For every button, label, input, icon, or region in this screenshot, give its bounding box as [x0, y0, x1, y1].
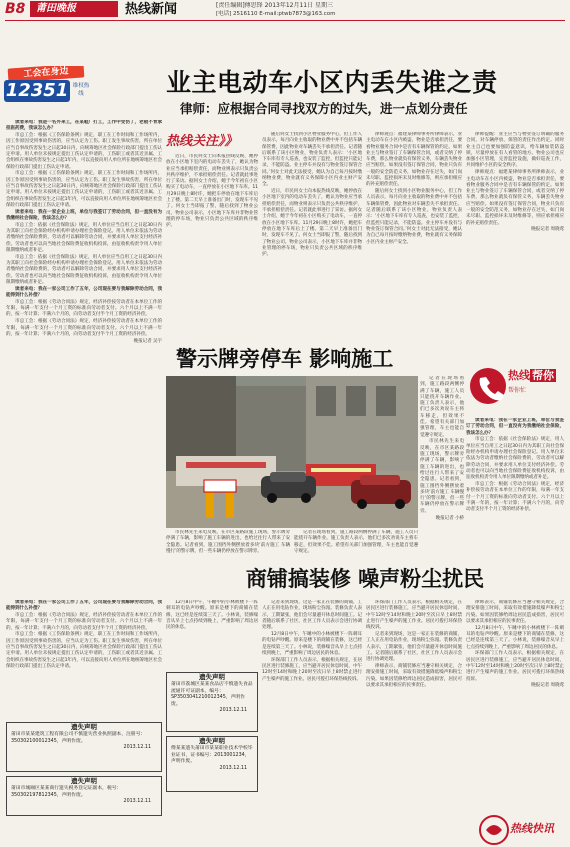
story2-para-cont2: 律师表示，商铺装修应当遵守相关规定，合理安排施工时间，采取有效措施降低噪声和粉尘污染。如果因装修给周边居民造成损害，居民可以要求其承担相应的民事责任。 — [366, 663, 462, 688]
newspaper-logo: 莆田晚报 — [30, 1, 118, 17]
notice-1 — [6, 722, 162, 772]
story2-col-a — [166, 600, 258, 670]
main-story-col-d — [466, 132, 564, 340]
qa2-question: 读者来电：我在一家企业上班，单位与我签订了劳动合同，但一直没有为我缴纳社会保险，我该怎么办？ — [6, 209, 162, 221]
story2-para: 12月8日中午，午睡中的小林被楼下一阵刺耳的电钻声吵醒。原来是楼下的商铺在装修，这已经是连续第三天了。小林说，装修噪音从早上七点持续到晚上，严重影响了周边居民的休息。 — [166, 600, 258, 631]
header-divider — [5, 20, 565, 21]
editor-info: [责任编辑]傅思锋 2013年12月11日 星期三 — [216, 2, 334, 9]
union-hotline-badge — [2, 66, 92, 116]
notice-body: 莆田市荔城区某某食品店不慎遗失食品流通许可证副本，编号：SP3503041210012345，声明作废。 — [171, 682, 253, 707]
main-story-para-cont: 近日，市民何女士向本报热线反映，她停放在小区地下室内的电动车丢失了，她认为物业应当承担赔偿责任，而物业则表示只负责公共秩序维护，不承担赔偿责任。记者就此事进行了采访。据何女士介绍，她于今年初在小区购买了电动车，一直停放在小区地下车库。11月29日晚上8时许，她把车停放在地下车库后上了楼。第二天早上准备出门时，发现车不见了。何女士当即报了警，随后找到了物业公司。物业公司表示，小区地下车库并非物业管理的停车场，物业只负责公共区域的秩序维护。 — [262, 189, 362, 258]
qa1-question: 读者来电：我是一名外来工，在某鞋厂打工，工作中受伤了，老板不肯承担医药费，我该怎么办？ — [6, 120, 162, 132]
notice-3 — [166, 672, 258, 732]
main-story-para: 近日，市民何女士向本报热线反映，她停放在小区地下室内的电动车丢失了，她认为物业应当承担赔偿责任，而物业则表示只负责公共秩序维护，不承担赔偿责任。记者就此事进行了采访。据何女士介绍，她于今年初在小区购买了电动车，一直停放在小区地下车库。11月29日晚上8时许，她把车停放在地下车库后上了楼。第二天早上准备出门时，发现车不见了。何女士当即报了警，随后找到了物业公司。物业公司表示，小区地下车库并非物业管理的停车场，物业只负责公共区域的秩序维护。 — [166, 154, 258, 229]
qa3-answer: 市总工会：根据《劳动合同法》规定，经济补偿按劳动者在本单位工作的年限，每满一年支付一个月工资的标准向劳动者支付。六个月以上不满一年的，按一年计算；不满六个月的，向劳动者支付半个月工资的经济补偿。 — [6, 299, 162, 318]
qa3-answer-cont: 市总工会：根据《劳动合同法》规定，经济补偿按劳动者在本单位工作的年限，每满一年支付一个月工资的标准向劳动者支付。六个月以上不满一年的，按一年计算；不满六个月的，向劳动者支付半个月工资的经济补偿。 — [6, 319, 162, 337]
photo-side-para-cont: 市民林先生来电反映，在市区某路段施工现场，警示牌旁停满了车辆，影响了施工车辆的进出，也给过往行人带来了安全隐患。记者看到，施工围挡外侧摆放着多块‘前方施工 车辆慢行’的警示牌，但一些车辆仍停放在警示牌旁。 — [420, 439, 464, 514]
section-title: 热线新闻 — [125, 2, 178, 17]
story2-para: 环保部门工作人员表示，根据相关规定，在居民区进行装修施工，应当避开居民休息时间，中午12时至14时和晚上20时至次日早上8时禁止进行产生噪声的施工作业。居民可拨打环保热线投诉。 — [366, 600, 462, 631]
story2-col-c — [366, 600, 462, 846]
qa1-answer-cont: 市总工会：根据《工伤保险条例》规定，职工在工作时间和工作场所内，因工作原因受到事故伤害的，应当认定为工伤。职工发生事故伤害，所在单位应当自事故伤害发生之日起30日内，向统筹地区社会保险行政部门提出工伤认定申请。用人单位未按规定提出工伤认定申请的，工伤职工或者其近亲属、工会组织在事故伤害发生之日起1年内，可以直接向用人单位所在地统筹地区社会保险行政部门提出工伤认定申请。 — [6, 171, 162, 208]
right-question: 读者来电：我在一家企业上班，单位与我签订了劳动合同，但一直没有为我缴纳社会保险，我该怎么办？ — [466, 418, 564, 436]
photo-caption-col2 — [294, 530, 418, 562]
hotline-label-a: 热线 — [508, 369, 530, 382]
hotline-label — [508, 368, 562, 384]
photo-caption — [166, 530, 290, 562]
notice-body: 莆田市某某建筑工程有限公司不慎遗失营业执照副本，注册号：350302100012345，声明作废。 — [11, 732, 146, 744]
bottom-question: 读者来电：我在一家公司工作了五年，公司现在要与我解除劳动合同，我能得到什么补偿？ — [6, 600, 162, 612]
hotline-news-stamp — [476, 812, 566, 846]
notice-date: 2013.12.11 — [123, 745, 151, 750]
notice-body: 傅某某遗失莆田市某某职业技术学校毕业证书，证书编号：2013001234，声明作废。 — [171, 746, 253, 764]
story2-col-b — [262, 600, 362, 846]
bottom-answer: 市总工会：根据《劳动合同法》规定，经济补偿按劳动者在本单位工作的年限，每满一年支付一个月工资的标准向劳动者支付。六个月以上不满一年的，按一年计算；不满六个月的，向劳动者支付半个月工资的经济补偿。 — [6, 613, 162, 631]
hotline-sub: 帮你忙 — [508, 387, 527, 394]
qa1-answer: 市总工会：根据《工伤保险条例》规定，职工在工作时间和工作场所内，因工作原因受到事故伤害的，应当认定为工伤。职工发生事故伤害，所在单位应当自事故伤害发生之日起30日内，向统筹地区社会保险行政部门提出工伤认定申请。用人单位未按规定提出工伤认定申请的，工伤职工或者其近亲属、工会组织在事故伤害发生之日起1年内，可以直接向用人单位所在地统筹地区社会保险行政部门提出工伤认定申请。 — [6, 133, 162, 170]
story2-para-cont: 12月8日中午，午睡中的小林被楼下一阵刺耳的电钻声吵醒。原来是楼下的商铺在装修，这已经是连续第三天了。小林说，装修噪音从早上七点持续到晚上，严重影响了周边居民的休息。 — [466, 625, 564, 650]
main-subheadline: 律师：应根据合同寻找双方的过失，进一点划分责任 — [180, 101, 468, 116]
qa3-question: 读者来电：我在一家公司工作了五年，公司现在要与我解除劳动合同，我能得到什么补偿？ — [6, 286, 162, 299]
notice-date: 2013.12.11 — [219, 708, 247, 713]
photo-story-title: 警示牌旁停车 影响施工 — [166, 342, 566, 376]
qa2-answer: 市总工会：依据《社会保险法》规定，用人单位应当自用工之日起30日内为其职工向社会保险经办机构申请办理社会保险登记。用人单位未依法为劳动者缴纳社会保险费的，劳动者可以解除劳动合同，并要求用人单位支付经济补偿。劳动者也可以向当地社会保险费征收机构投诉，由征收机构责令用人单位限期缴纳或者补足。 — [6, 222, 162, 253]
photo-byline: 晚报记者 小桥 — [435, 515, 464, 521]
photo-caption-text-cont: 记者在现场看到，施工路段两侧停满了车辆，施工人员只能绕开车辆作业。施工负责人表示，他们已多次劝说车主将车移走，但效果不佳。希望有关部门加强管理，车主也能自觉遵守规定。 — [294, 530, 418, 554]
hotline-label-b: 帮你 — [532, 369, 554, 382]
notice-4 — [166, 736, 258, 792]
notice-body: 莆田市城厢区某某商行遗失税务登记证副本，税号：350302197812345，声明作废。 — [11, 786, 122, 798]
main-story-para: 律师提醒：业主应当与物业签订明确的服务合同，对车辆停放、保管的责任作出约定。同时业主自己也要加强防盗意识，给车辆加装防盗锁，尽量停放在有人看管的地方。物业公司也应加强小区管理，完善监控设施，做好巡查工作，共同维护小区的安全秩序。 — [466, 132, 564, 169]
story2-byline: 晚报记者 周晓莺 — [531, 683, 564, 689]
right-answer-cont: 市总工会：根据《劳动合同法》规定，经济补偿按劳动者在本单位工作的年限，每满一年支付一个月工资的标准向劳动者支付。六个月以上不满一年的，按一年计算；不满六个月的，向劳动者支付半个月工资的经济补偿。 — [466, 481, 564, 513]
right-column-text — [466, 418, 564, 560]
badge-number: 12351 — [5, 80, 69, 101]
notice-title: 遗失声明 — [199, 673, 225, 681]
story2-headline: 商铺搞装修 噪声粉尘扰民 — [245, 567, 485, 591]
main-byline: 晚报记者 周晓莺 — [531, 227, 564, 233]
page-number: B8 — [5, 1, 26, 17]
story2-para: 律师表示，商铺装修应当遵守相关规定，合理安排施工时间，采取有效措施降低噪声和粉尘污染。如果因装修给周边居民造成损害，居民可以要求其承担相应的民事责任。 — [466, 600, 564, 624]
main-story-col-a — [166, 154, 258, 340]
main-story-col-c — [366, 132, 462, 340]
story2-col-d — [466, 600, 564, 810]
stamp-text: 热线快讯 — [510, 822, 554, 835]
badge-side-text: 维权热线 — [72, 83, 90, 97]
contact-info: [电话] 2516110 E-mail:ptwb7873@163.com — [216, 11, 336, 17]
hotline-focus-label: 热线关注》》 — [166, 134, 238, 149]
photo-side-text — [420, 376, 464, 560]
right-answer: 市总工会：依据《社会保险法》规定，用人单位应当自用工之日起30日内为其职工向社会保险经办机构申请办理社会保险登记。用人单位未依法为劳动者缴纳社会保险费的，劳动者可以解除劳动合同，并要求用人单位支付经济补偿。劳动者也可以向当地社会保险费征收机构投诉，由征收机构责令用人单位限期缴纳或者补足。 — [466, 437, 564, 481]
notice-title: 遗失声明 — [71, 723, 97, 731]
left-column — [6, 120, 162, 600]
main-headline: 业主电动车小区内丢失谁之责 — [166, 68, 498, 97]
notice-date: 2013.12.11 — [219, 765, 247, 771]
bottom-answer-cont: 市总工会：根据《工伤保险条例》规定，职工在工作时间和工作场所内，因工作原因受到事故伤害的，应当认定为工伤。职工发生事故伤害，所在单位应当自事故伤害发生之日起30日内，向统筹地区社会保险行政部门提出工伤认定申请。用人单位未按规定提出工伤认定申请的，工伤职工或者其近亲属、工会组织在事故伤害发生之日起1年内，可以直接向用人单位所在地统筹地区社会保险行政部门提出工伤认定申请。 — [6, 632, 162, 669]
story2-para-cont: 12月8日中午，午睡中的小林被楼下一阵刺耳的电钻声吵醒。原来是楼下的商铺在装修，这已经是连续第三天了。小林说，装修噪音从早上七点持续到晚上，严重影响了周边居民的休息。 — [262, 631, 362, 656]
main-story-col-b — [262, 132, 362, 340]
story2-para-cont2: 环保部门工作人员表示，根据相关规定，在居民区进行装修施工，应当避开居民休息时间，中午12时至14时和晚上20时至次日早上8时禁止进行产生噪声的施工作业。居民可拨打环保热线投诉。 — [466, 651, 564, 682]
photo-side-para: 记者在现场看到，施工路段两侧停满了车辆，施工人员只能绕开车辆作业。施工负责人表示，他们已多次劝说车主将车移走，但效果不佳。希望有关部门加强管理，车主也能自觉遵守规定。 — [420, 376, 464, 438]
hotline-phone-icon — [466, 356, 562, 414]
street-photo — [166, 376, 418, 528]
notice-date: 2013.12.11 — [123, 799, 151, 804]
story2-para-cont2: 环保部门工作人员表示，根据相关规定，在居民区进行装修施工，应当避开居民休息时间，中午12时至14时和晚上20时至次日早上8时禁止进行产生噪声的施工作业。居民可拨打环保热线投诉。 — [262, 657, 362, 682]
main-story-para-cont: 律师观点：福建某律师事务所律师表示，业主电动车在小区内被盗，物业是否承担责任，要看物业服务合同中是否有车辆保管的约定。如果业主与物业签订了车辆保管合同，或者交纳了停车费，那么物业就负有保管义务，车辆丢失物业应当赔偿。如果没有签订保管合同，物业只负有一般的安全防范义务，如物业存在过失，如门岗未尽职、监控损坏未及时维修等，则应承担相应的补充赔偿责任。 — [466, 170, 564, 226]
story2-para: 记者来到现场，这是一家正在装修的商铺，工人正在用电钻作业，现场粉尘弥漫。装修负责人表示，工期紧张，他们会尽量避开休息时间施工。记者随后联系了社区，社区工作人员表示会进行协调处理。 — [262, 600, 362, 631]
badge-title: 工会在身边 — [8, 66, 85, 83]
photo-caption-text: 市民林先生来电反映，在市区某路段施工现场，警示牌旁停满了车辆，影响了施工车辆的进出，也给过往行人带来了安全隐患。记者看到，施工围挡外侧摆放着多块‘前方施工 车辆慢行’的警示牌，但一些车辆仍停放在警示牌旁。 — [166, 530, 290, 554]
story2-para-cont: 记者来到现场，这是一家正在装修的商铺，工人正在用电钻作业，现场粉尘弥漫。装修负责人表示，工期紧张，他们会尽量避开休息时间施工。记者随后联系了社区，社区工作人员表示会进行协调处理。 — [366, 631, 462, 663]
street-photo-image — [166, 376, 418, 528]
main-story-para-cont: 随后何女士找到小区物业服务中心，但工作人员表示，每月向业主收取的物业费中并不包括车辆保管费，因此物业对车辆丢失不承担责任。记者随后联系了该小区物业，物业负责人表示：‘小区地下车库有专人巡查，也安装了监控，但监控只能记录，不能防盗。业主停车并没有与物业签订保管合同。’何女士对此无法接受，她认为自己每月按时缴纳物业费，物业就有义务保障小区内业主财产安全。 — [366, 189, 462, 245]
left-byline: 晚报记者 吴宇 — [133, 338, 162, 344]
hotline-help-box — [466, 356, 562, 414]
notice-title: 遗失声明 — [71, 777, 97, 785]
left-bottom-qa — [6, 600, 164, 720]
main-story-para: 律师观点：福建某律师事务所律师表示，业主电动车在小区内被盗，物业是否承担责任，要看物业服务合同中是否有车辆保管的约定。如果业主与物业签订了车辆保管合同，或者交纳了停车费，那么物业就负有保管义务，车辆丢失物业应当赔偿。如果没有签订保管合同，物业只负有一般的安全防范义务，如物业存在过失，如门岗未尽职、监控损坏未及时维修等，则应承担相应的补充赔偿责任。 — [366, 132, 462, 188]
main-story-para: 随后何女士找到小区物业服务中心，但工作人员表示，每月向业主收取的物业费中并不包括车辆保管费，因此物业对车辆丢失不承担责任。记者随后联系了该小区物业，物业负责人表示：‘小区地下车库有专人巡查，也安装了监控，但监控只能记录，不能防盗。业主停车并没有与物业签订保管合同。’何女士对此无法接受，她认为自己每月按时缴纳物业费，物业就有义务保障小区内业主财产安全。 — [262, 132, 362, 188]
notice-title: 遗失声明 — [199, 737, 225, 745]
notice-2 — [6, 776, 162, 816]
qa2-answer-cont: 市总工会：依据《社会保险法》规定，用人单位应当自用工之日起30日内为其职工向社会保险经办机构申请办理社会保险登记。用人单位未依法为劳动者缴纳社会保险费的，劳动者可以解除劳动合同，并要求用人单位支付经济补偿。劳动者也可以向当地社会保险费征收机构投诉，由征收机构责令用人单位限期缴纳或者补足。 — [6, 254, 162, 285]
